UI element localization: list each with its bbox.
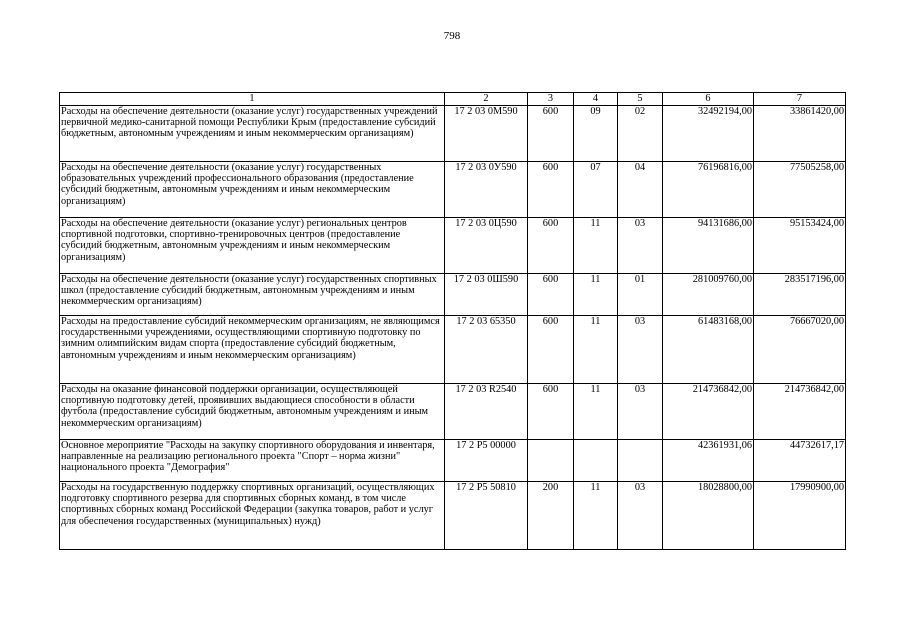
row-subsection: 03 — [618, 218, 663, 274]
table-row — [60, 440, 846, 482]
row-description: Расходы на обеспечение деятельности (оказание услуг) государственных учреждений первичной медико-санитарной помощи Республики Крым (предоставление субсидий бюджетным, автономным учреждениям и иным некоммерческим организациям) — [60, 106, 445, 162]
row-target-code: 17 2 03 0М590 — [445, 106, 528, 162]
row-section: 07 — [574, 162, 618, 218]
row-target-code: 17 2 03 0Ц590 — [445, 218, 528, 274]
col-header-7: 7 — [754, 93, 846, 106]
row-subsection: 04 — [618, 162, 663, 218]
row-section: 09 — [574, 106, 618, 162]
budget-table — [59, 92, 846, 550]
table-row — [60, 218, 846, 274]
row-description: Расходы на государственную поддержку спортивных организаций, осуществляющих подготовку спортивного резерва для спортивных сборных команд, в том числе спортивных сборных команд Российской Федерации (закупка товаров, работ и услуг для обеспечения государственных (муниципальных) нужд) — [60, 482, 445, 550]
row-amount-year2: 283517196,00 — [754, 274, 846, 316]
page-number: 798 — [443, 30, 461, 42]
table-row — [60, 162, 846, 218]
col-header-2: 2 — [445, 93, 528, 106]
row-expense-type: 600 — [528, 162, 574, 218]
row-expense-type: 600 — [528, 316, 574, 384]
table-row — [60, 384, 846, 440]
col-header-6: 6 — [663, 93, 754, 106]
row-target-code: 17 2 03 R2540 — [445, 384, 528, 440]
row-amount-year2: 214736842,00 — [754, 384, 846, 440]
row-expense-type: 600 — [528, 218, 574, 274]
row-section: 11 — [574, 218, 618, 274]
row-expense-type: 200 — [528, 482, 574, 550]
row-description: Расходы на обеспечение деятельности (оказание услуг) государственных образовательных учреждений профессионального образования (предоставление субсидий бюджетным, автономным учреждениям и иным некоммерческим организациям) — [60, 162, 445, 218]
row-amount-year1: 281009760,00 — [663, 274, 754, 316]
row-subsection: 03 — [618, 316, 663, 384]
row-subsection: 03 — [618, 384, 663, 440]
row-description: Расходы на обеспечение деятельности (оказание услуг) государственных спортивных школ (предоставление субсидий бюджетным, автономным учреждениям и иным некоммерческим организациям) — [60, 274, 445, 316]
row-amount-year1: 94131686,00 — [663, 218, 754, 274]
col-header-5: 5 — [618, 93, 663, 106]
row-amount-year2: 95153424,00 — [754, 218, 846, 274]
row-amount-year1: 76196816,00 — [663, 162, 754, 218]
table-row — [60, 316, 846, 384]
row-description: Основное мероприятие "Расходы на закупку спортивного оборудования и инвентаря, направленные на реализацию регионального проекта "Спорт – норма жизни" национального проекта "Демография" — [60, 440, 445, 482]
row-target-code: 17 2 Р5 50810 — [445, 482, 528, 550]
col-header-4: 4 — [574, 93, 618, 106]
row-description: Расходы на обеспечение деятельности (оказание услуг) региональных центров спортивной подготовки, спортивно-тренировочных центров (предоставление субсидий бюджетным, автономным учреждениям и иным некоммерческим организациям) — [60, 218, 445, 274]
row-amount-year1: 61483168,00 — [663, 316, 754, 384]
table-row — [60, 274, 846, 316]
row-section: 11 — [574, 274, 618, 316]
row-amount-year1: 214736842,00 — [663, 384, 754, 440]
row-section: 11 — [574, 482, 618, 550]
row-amount-year1: 42361931,06 — [663, 440, 754, 482]
row-amount-year1: 18028800,00 — [663, 482, 754, 550]
row-section — [574, 440, 618, 482]
row-section: 11 — [574, 316, 618, 384]
row-amount-year2: 77505258,00 — [754, 162, 846, 218]
row-expense-type: 600 — [528, 274, 574, 316]
header-row — [60, 93, 846, 106]
row-target-code: 17 2 03 65350 — [445, 316, 528, 384]
row-amount-year2: 76667020,00 — [754, 316, 846, 384]
row-section: 11 — [574, 384, 618, 440]
row-description: Расходы на оказание финансовой поддержки организации, осуществляющей спортивную подготовку детей, проявивших выдающиеся способности в области футбола (предоставление субсидий бюджетным, автономным учреждениям и иным некоммерческим организациям) — [60, 384, 445, 440]
col-header-1: 1 — [60, 93, 445, 106]
row-description: Расходы на предоставление субсидий некоммерческим организациям, не являющимся государственными учреждениями, осуществляющими спортивную подготовку по зимним олимпийским видам спорта (предоставление субсидий бюджетным, автономным учреждениям и иным некоммерческим организациям) — [60, 316, 445, 384]
row-amount-year2: 17990900,00 — [754, 482, 846, 550]
row-amount-year1: 32492194,00 — [663, 106, 754, 162]
table-row — [60, 482, 846, 550]
row-target-code: 17 2 Р5 00000 — [445, 440, 528, 482]
row-target-code: 17 2 03 0У590 — [445, 162, 528, 218]
row-subsection: 02 — [618, 106, 663, 162]
row-expense-type: 600 — [528, 384, 574, 440]
row-expense-type: 600 — [528, 106, 574, 162]
row-amount-year2: 44732617,17 — [754, 440, 846, 482]
row-subsection — [618, 440, 663, 482]
row-subsection: 01 — [618, 274, 663, 316]
col-header-3: 3 — [528, 93, 574, 106]
table-row — [60, 106, 846, 162]
row-expense-type — [528, 440, 574, 482]
row-subsection: 03 — [618, 482, 663, 550]
row-target-code: 17 2 03 0Ш590 — [445, 274, 528, 316]
row-amount-year2: 33861420,00 — [754, 106, 846, 162]
